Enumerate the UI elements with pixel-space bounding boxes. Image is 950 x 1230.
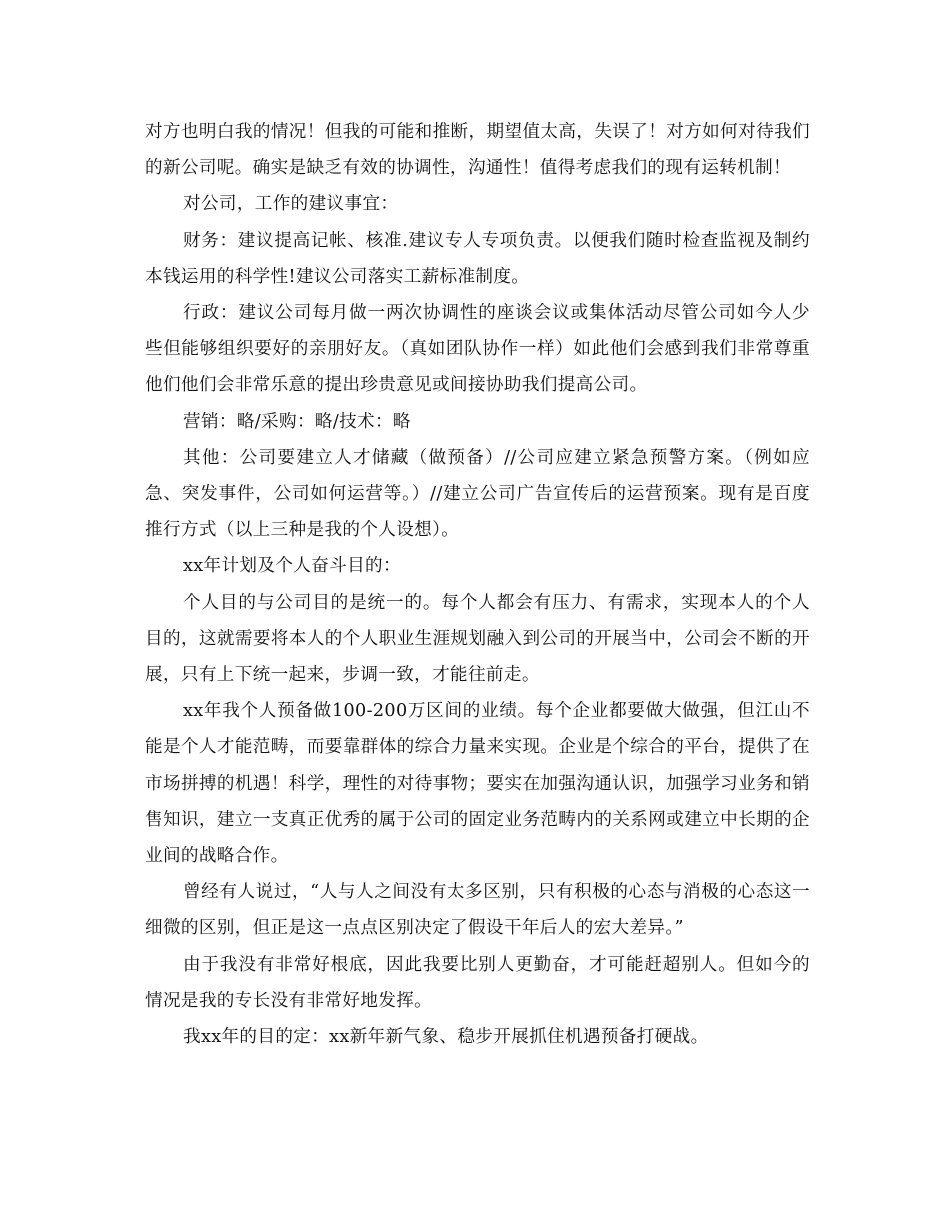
document-body — [145, 114, 810, 1055]
paragraph-diligence: 由于我没有非常好根底，因此我要比别人更勤奋，才可能赶超别人。但如今的情况是我的专长没有非常好地发挥。 — [145, 954, 810, 1011]
paragraph-suggestions-heading: 对公司，工作的建议事宜： — [183, 194, 399, 215]
paragraph-personal-goal: 个人目的与公司目的是统一的。每个人都会有压力、有需求，实现本人的个人目的，这就需要将本人的个人职业生涯规划融入到公司的开展当中，公司会不断的开展，只有上下统一起来，步调一致，才能往前走。 — [145, 592, 810, 686]
paragraph-performance-target: xx年我个人预备做100-200万区间的业绩。每个企业都要做大做强，但江山不能是个人才能范畴，而要靠群体的综合力量来实现。企业是个综合的平台，提供了在市场拼搏的机遇！科学，理性的对待事物；要实在加强沟通认识，加强学习业务和销售知识，建立一支真正优秀的属于公司的固定业务范畴内的关系网或建立中长期的企业间的战略合作。 — [145, 701, 810, 867]
paragraph-year-goal: 我xx年的目的定：xx新年新气象、稳步开展抓住机遇预备打硬战。 — [183, 1027, 709, 1048]
paragraph-administration: 行政：建议公司每月做一两次协调性的座谈会议或集体活动尽管公司如今人少些但能够组织要好的亲朋好友。（真如团队协作一样）如此他们会感到我们非常尊重他们他们会非常乐意的提出珍贵意见或间接协助我们提高公司。 — [145, 303, 810, 396]
paragraph-quote: 曾经有人说过，“人与人之间没有太多区别，只有积极的心态与消极的心态这一细微的区别，但正是这一点点区别决定了假设干年后人的宏大差异。” — [145, 882, 810, 939]
paragraph-other: 其他：公司要建立人才储藏（做预备）//公司应建立紧急预警方案。（例如应急、突发事件，公司如何运营等。）//建立公司广告宣传后的运营预案。现有是百度推行方式（以上三种是我的个人设想）。 — [145, 447, 810, 541]
paragraph-finance: 财务：建议提高记帐、核准.建议专人专项负责。以便我们随时检查监视及制约本钱运用的科学性!建议公司落实工薪标准制度。 — [145, 230, 810, 287]
paragraph-intro: 对方也明白我的情况！但我的可能和推断，期望值太高，失误了！对方如何对待我们的新公司呢。确实是缺乏有效的协调性，沟通性！值得考虑我们的现有运转机制！ — [145, 122, 810, 179]
paragraph-marketing: 营销：略/采购：略/技术：略 — [183, 411, 411, 432]
paragraph-plan-heading: xx年计划及个人奋斗目的： — [183, 556, 401, 577]
